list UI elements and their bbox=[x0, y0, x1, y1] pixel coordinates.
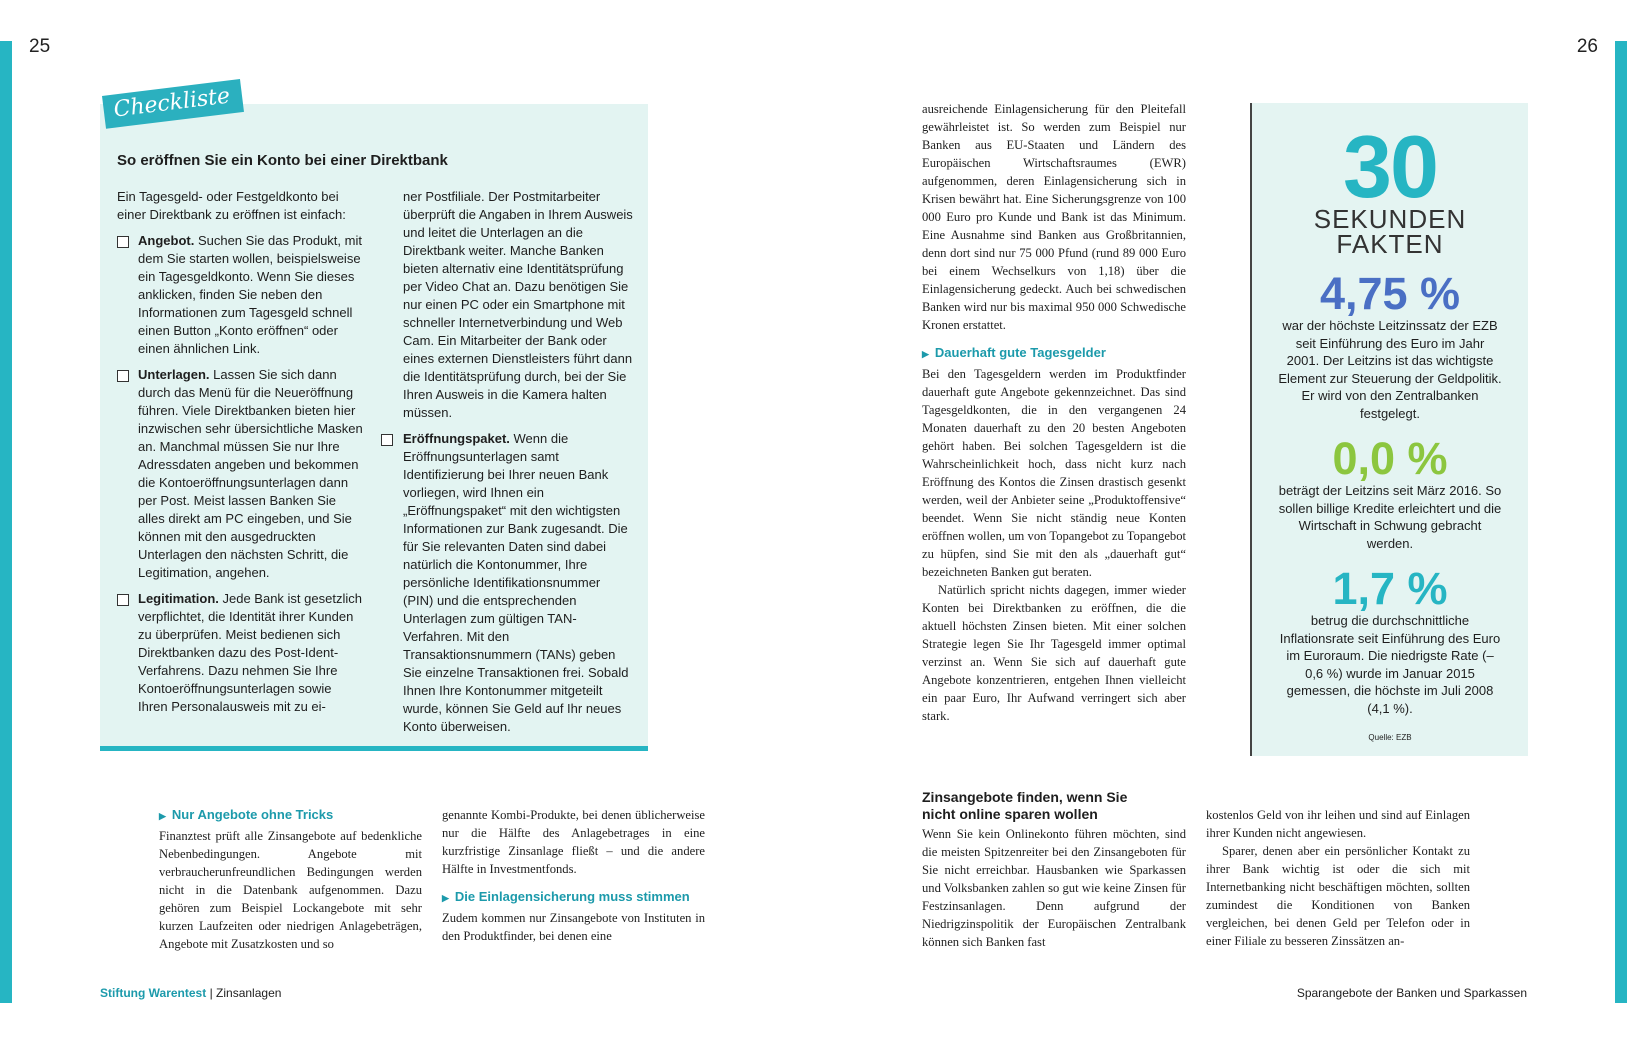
facts-box bbox=[1250, 103, 1528, 756]
checkbox-icon[interactable] bbox=[117, 594, 129, 606]
paragraph: kostenlos Geld von ihr leihen und sind auf Einlagen ihrer Kunden nicht angewiesen. bbox=[1206, 808, 1470, 840]
checkbox-icon[interactable] bbox=[381, 434, 393, 446]
checklist-item-eroeffnungspaket[interactable] bbox=[381, 430, 633, 736]
fact-1-value: 4,75 % bbox=[1319, 268, 1461, 319]
left-edge-bar bbox=[0, 41, 12, 1003]
right-bottom-column-1 bbox=[922, 789, 1186, 951]
item-label: Angebot. bbox=[138, 233, 195, 248]
triangle-icon: ▶ bbox=[442, 893, 449, 903]
triangle-icon: ▶ bbox=[159, 811, 166, 821]
checklist-title: So eröffnen Sie ein Konto bei einer Direktbank bbox=[117, 152, 448, 169]
left-bottom-column-2 bbox=[442, 806, 705, 945]
subheading-einlagensicherung: ▶ Die Einlagensicherung muss stimmen bbox=[442, 889, 690, 904]
triangle-icon: ▶ bbox=[922, 349, 929, 359]
fact-3-text: betrug die durchschnittliche Inflationsrate seit Einführung des Euro im Euroraum. Die niedrigste Rate (–0,6 %) wurde im Januar 2015 gemessen, die höchste im Juli 2008 (4,1 %). bbox=[1279, 613, 1501, 716]
footer-right-title: Sparangebote der Banken und Sparkassen bbox=[1296, 986, 1527, 1000]
checklist-column-1 bbox=[117, 188, 363, 724]
facts-sekunden: SEKUNDEN bbox=[1313, 204, 1467, 234]
fact-3-value: 1,7 % bbox=[1332, 563, 1448, 614]
right-bottom-column-2 bbox=[1206, 806, 1470, 950]
paragraph: Sparer, denen aber ein persönlicher Kontakt zu ihrer Bank wichtig ist oder die sich mit Internetbanking nicht beschäftigen möchten, sollten zumindest die Konditionen von Banken vergleichen, bei denen Geld per Telefon oder in einer Filiale zu besseren Zinssätzen an- bbox=[1206, 844, 1470, 948]
item-text: Lassen Sie sich dann durch das Menü für die Neueröffnung führen. Viele Direktbanken bieten hier inzwischen sehr übersichtliche Masken an. Manchmal müssen Sie nur Ihre Adressdaten angeben und bekommen die Kontoeröffnungsunterlagen dann per Post. Meist lassen Banken Sie alles direkt am PC eingeben, und Sie können mit den ausgedruckten Unterlagen den nächsten Schritt, die Legitimation, angehen. bbox=[138, 367, 363, 580]
subheading-zinsangebote: Zinsangebote finden, wenn Sie nicht online sparen wollen bbox=[922, 789, 1128, 822]
item-label: Unterlagen. bbox=[138, 367, 210, 382]
paragraph: Wenn Sie kein Onlinekonto führen möchten, sind die meisten Spitzenreiter bei den Zinsangeboten für Sie nicht erreichbar. Hausbanken wie Sparkassen und Volksbanken zahlen so gut wie keine Zinsen für Festzinsanlagen. Denn aufgrund der Niedrigzinspolitik der Europäischen Zentralbank können sich Banken fast bbox=[922, 827, 1186, 949]
item-label: Legitimation. bbox=[138, 591, 219, 606]
subheading-tricks: ▶ Nur Angebote ohne Tricks bbox=[159, 807, 334, 822]
fact-2-value: 0,0 % bbox=[1332, 433, 1448, 484]
paragraph: Bei den Tagesgeldern werden im Produktfinder dauerhaft gute Angebote gekennzeichnet. Das sind Tagesgeldkonten, die in den vergangenen 24 Monaten dauerhaft zu den 20 besten Angeboten gehört haben. Bei solchen Tagesgeldern ist die Wahrscheinlichkeit hoch, dass nicht kurz nach Eröffnung des Kontos die Zinsen drastisch gesenkt werden, weil der Anbieter seine „Produktoffensive“ beendet. Wenn Sie nicht ständig neue Konten eröffnen wollen, um von Topangebot zu Topangebot zu hüpfen, sind Sie mit den als „dauerhaft gut“ bezeichneten Banken gut beraten. bbox=[922, 367, 1186, 579]
item-text: Jede Bank ist gesetzlich verpflichtet, die Identität ihrer Kunden zu überprüfen. Meist bedienen sich Direktbanken dazu des Post-Ident-Verfahrens. Dazu nehmen Sie Ihre Kontoeröffnungsunterlagen sowie Ihren Personalausweis mit zu ei- bbox=[138, 591, 362, 714]
item-label: Eröffnungspaket. bbox=[403, 431, 510, 446]
checklist-item-unterlagen[interactable] bbox=[117, 366, 363, 582]
facts-fakten: FAKTEN bbox=[1336, 229, 1444, 259]
right-edge-bar bbox=[1615, 41, 1627, 1003]
paragraph: Natürlich spricht nichts dagegen, immer wieder Konten bei Direktbanken zu eröffnen, die die aktuell höchsten Zinsen bieten. Mit einer solchen Strategie legen Sie Ihr Tagesgeld immer optimal verzinst an. Wenn Sie sich auf dauerhaft gute Angebote konzentrieren, entgehen Ihnen vielleicht ein paar Euro, Ihr Aufwand verringert sich aber stark. bbox=[922, 583, 1186, 723]
item-text: Suchen Sie das Produkt, mit dem Sie starten wollen, beispielsweise ein Tagesgeldkonto. Wenn Sie dieses anklicken, finden Sie neben den Informationen zum Tagesgeld schnell einen Button „Konto eröffnen“ oder einen ähnlichen Link. bbox=[138, 233, 362, 356]
paragraph: genannte Kombi-Produkte, bei denen üblicherweise nur die Hälfte des Anlagebetrages in eine kurzfristige Zinsanlage fließt – und die andere Hälfte in Investmentfonds. bbox=[442, 808, 705, 876]
footer-left bbox=[100, 986, 281, 1000]
subheading-tagesgelder: ▶ Dauerhaft gute Tagesgelder bbox=[922, 345, 1106, 360]
paragraph: Zudem kommen nur Zinsangebote von Instituten in den Produktfinder, bei denen eine bbox=[442, 911, 705, 943]
checklist-column-2 bbox=[381, 188, 633, 744]
left-bottom-column-1 bbox=[159, 806, 422, 953]
checklist-item-angebot[interactable] bbox=[117, 232, 363, 358]
fact-1-text: war der höchste Leitzinssatz der EZB seit Einführung des Euro im Jahr 2001. Der Leitzins ist das wichtigste Element zur Steuerung der Geldpolitik. Er wird von den Zentralbanken festgelegt. bbox=[1278, 318, 1502, 421]
checklist-badge: Checkliste bbox=[102, 79, 244, 129]
paragraph: Finanztest prüft alle Zinsangebote auf bedenkliche Nebenbedingungen. Angebote mit verbraucherunfreundlichen Bedingungen werden nicht in die Datenbank aufgenommen. Dazu gehören zum Beispiel Lockangebote mit sehr kurzen Laufzeiten oder niedrigen Anlagebeträgen, Angebote mit Zusatzkosten und so bbox=[159, 829, 422, 951]
fact-2-text: beträgt der Leitzins seit März 2016. So sollen billige Kredite erleichtert und die Wirtschaft in Schwung gebracht werden. bbox=[1278, 483, 1502, 551]
checklist-item-legitimation[interactable] bbox=[117, 590, 363, 716]
footer-separator: | bbox=[209, 986, 213, 1000]
footer-brand: Stiftung Warentest bbox=[100, 986, 207, 1000]
checkbox-icon[interactable] bbox=[117, 370, 129, 382]
checklist-continuation: ner Postfiliale. Der Postmitarbeiter überprüft die Angaben in Ihrem Ausweis und leitet die Unterlagen an die Direktbank weiter. Manche Banken bieten alternativ eine Identitätsprüfung per Video Chat an. Dazu benötigen Sie nur einen PC oder ein Smartphone mit schneller Internetverbindung und Web Cam. Ein Mitarbeiter der Bank oder eines externen Dienstleisters führt dann die Identitätsprüfung durch, bei der Sie Ihren Ausweis in die Kamera halten müssen. bbox=[403, 189, 633, 420]
checkbox-icon[interactable] bbox=[117, 236, 129, 248]
paragraph: ausreichende Einlagensicherung für den Pleitefall gewährleistet ist. So werden zum Beispiel nur Banken aus EU-Staaten und Ländern des Europäischen Wirtschaftsraumes (EWR) aufgenommen, deren Einlagensicherung sich in Krisen bewährt hat. Eine Sicherungsgrenze von 100 000 Euro pro Kunde und Bank ist das Minimum. Eine Ausnahme sind Banken aus Großbritannien, denn dort sind nur 75 000 Pfund (rund 89 000 Euro bei einem Wechselkurs von 1,18) über die Einlagensicherung gedeckt. Auch bei schwedischen Banken wird nur bis maximal 950 000 Schwedische Kronen erstattet. bbox=[922, 102, 1186, 332]
item-text: Wenn die Eröffnungsunterlagen samt Identifizierung bei Ihrer neuen Bank vorliegen, wird Ihnen ein „Eröffnungspaket“ mit den wichtigsten Informationen zur Bank zugesandt. Die für Sie relevanten Daten sind dabei natürlich die Kontonummer, Ihre persönliche Identifikationsnummer (PIN) und die entsprechenden Unterlagen zum gültigen TAN-Verfahren. Mit den Transaktionsnummern (TANs) geben Sie einzelne Transaktionen frei. Sobald Ihnen Ihre Kontonummer mitgeteilt wurde, können Sie Geld auf Ihr neues Konto überweisen. bbox=[403, 431, 629, 734]
facts-big-number: 30 bbox=[1343, 117, 1437, 216]
right-main-column bbox=[922, 100, 1186, 725]
checklist-intro: Ein Tagesgeld- oder Festgeldkonto bei einer Direktbank zu eröffnen ist einfach: bbox=[117, 189, 346, 222]
facts-source: Quelle: EZB bbox=[1368, 733, 1412, 742]
page-number-right: 26 bbox=[1576, 36, 1598, 57]
footer-left-title: Zinsanlagen bbox=[216, 986, 282, 1000]
page-number-left: 25 bbox=[29, 36, 51, 57]
